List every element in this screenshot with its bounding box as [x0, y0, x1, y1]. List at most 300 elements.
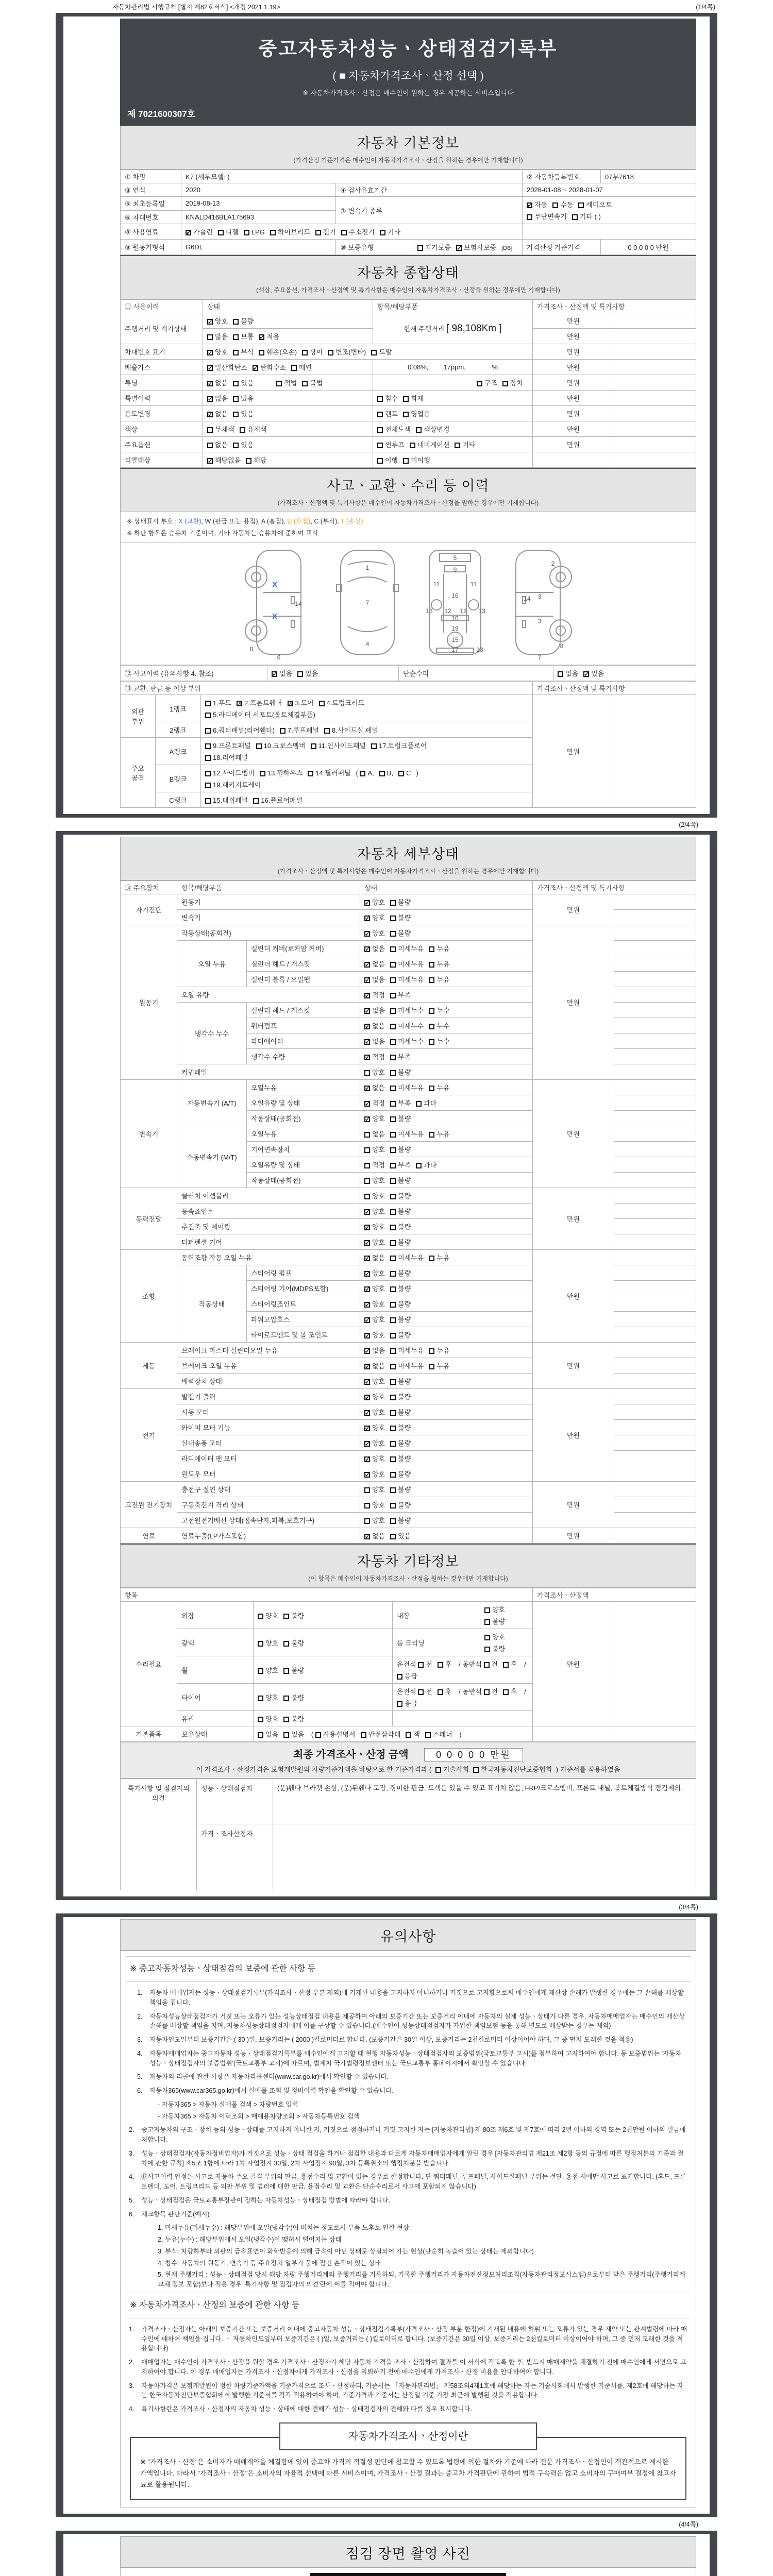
- checkbox[interactable]: [302, 350, 308, 355]
- checkbox[interactable]: [291, 365, 297, 371]
- checkbox-option: [288, 698, 314, 707]
- checkbox[interactable]: [364, 1333, 370, 1338]
- state-options: [360, 1173, 533, 1188]
- checkbox[interactable]: [572, 214, 578, 220]
- checkbox[interactable]: [205, 728, 211, 734]
- checkbox[interactable]: [390, 1240, 396, 1246]
- checkbox[interactable]: [364, 1240, 370, 1246]
- checkbox-option: [256, 740, 306, 750]
- checkbox[interactable]: [259, 334, 264, 340]
- checkbox-option: [364, 1005, 385, 1015]
- checkbox[interactable]: [429, 1086, 434, 1091]
- checkbox[interactable]: [377, 443, 383, 448]
- checkbox[interactable]: [390, 1024, 396, 1029]
- checkbox[interactable]: [390, 1194, 396, 1199]
- checkbox[interactable]: [258, 1614, 263, 1619]
- diagram-panel-number: 16: [451, 592, 459, 599]
- checkbox[interactable]: [527, 214, 532, 220]
- checkbox[interactable]: [390, 1039, 396, 1045]
- checkbox[interactable]: [364, 1487, 370, 1493]
- notice-body: [120, 1951, 696, 2507]
- checkbox[interactable]: [364, 962, 370, 968]
- checkbox-label: 적정: [372, 1099, 385, 1107]
- checkbox-label: 전: [426, 1688, 432, 1696]
- checkbox[interactable]: [364, 1441, 370, 1447]
- checkbox[interactable]: [390, 931, 396, 937]
- checkbox[interactable]: [364, 1116, 370, 1122]
- checkbox[interactable]: [390, 993, 396, 998]
- checkbox[interactable]: [416, 427, 422, 433]
- checkbox-option: [417, 242, 451, 252]
- checkbox[interactable]: [484, 1662, 490, 1668]
- checkbox[interactable]: [429, 1039, 434, 1045]
- item-label: 오일누유: [247, 1080, 360, 1095]
- checkbox-label: 양호: [372, 899, 385, 906]
- notice-section2-title: ※ 자동차가격조사ㆍ산정의 보증에 관한 사항 등: [126, 2293, 691, 2318]
- checkbox[interactable]: [390, 1256, 396, 1261]
- checkbox-option: [361, 1729, 401, 1739]
- checkbox[interactable]: [364, 1163, 370, 1168]
- checkbox[interactable]: [390, 1534, 396, 1539]
- checkbox[interactable]: [341, 230, 347, 235]
- checkbox[interactable]: [417, 245, 423, 251]
- checkbox[interactable]: [403, 412, 409, 417]
- checkbox[interactable]: [429, 977, 434, 983]
- checkbox[interactable]: [390, 1503, 396, 1509]
- tuning-note: [614, 375, 696, 391]
- checkbox-option: [477, 378, 497, 387]
- checkbox-label: 6.쿼터패널(리어휀다): [213, 726, 275, 734]
- checkbox-label: 자동: [534, 201, 548, 209]
- checkbox[interactable]: [455, 443, 460, 448]
- checkbox[interactable]: [484, 1689, 490, 1695]
- checkbox[interactable]: [390, 1178, 396, 1184]
- checkbox[interactable]: [233, 319, 239, 325]
- checkbox-label: 누유: [436, 1362, 450, 1370]
- checkbox[interactable]: [390, 1116, 396, 1122]
- checkbox[interactable]: [364, 1101, 370, 1107]
- checkbox[interactable]: [311, 743, 316, 749]
- rankC-label: C랭크: [156, 792, 201, 808]
- checkbox[interactable]: [258, 1732, 263, 1738]
- note-cell: [614, 1497, 696, 1513]
- checkbox[interactable]: [390, 962, 396, 968]
- checkbox[interactable]: [258, 1668, 263, 1674]
- checkbox[interactable]: [319, 701, 325, 706]
- checkbox[interactable]: [502, 381, 508, 386]
- checkbox[interactable]: [425, 1732, 431, 1738]
- checkbox-label: 화재: [411, 395, 424, 402]
- checkbox[interactable]: [397, 1674, 402, 1680]
- checkbox-label: 미세누유: [398, 976, 424, 984]
- checkbox-label: 14.필러패널: [315, 769, 351, 777]
- checkbox-option: [484, 1659, 498, 1669]
- checkbox[interactable]: [429, 946, 434, 952]
- checkbox[interactable]: [205, 743, 211, 749]
- note-item: [129, 2404, 687, 2414]
- checkbox-label: 불량: [398, 899, 411, 906]
- checkbox[interactable]: [276, 381, 282, 386]
- checkbox[interactable]: [390, 1426, 396, 1431]
- checkbox-option: [380, 227, 400, 236]
- checkbox[interactable]: [258, 1717, 263, 1722]
- price-cell: 만원: [533, 925, 614, 1080]
- checkbox[interactable]: [364, 1024, 370, 1029]
- checkbox[interactable]: [390, 900, 396, 906]
- checkbox[interactable]: [207, 319, 213, 325]
- option-text: /: [522, 1660, 526, 1668]
- checkbox[interactable]: [364, 1518, 370, 1524]
- checkbox[interactable]: [280, 728, 285, 734]
- checkbox-option: [240, 424, 267, 434]
- checkbox[interactable]: [260, 771, 265, 776]
- checkbox-option: [364, 912, 385, 922]
- checkbox[interactable]: [390, 1008, 396, 1014]
- checkbox[interactable]: [218, 230, 224, 235]
- checkbox-label: 있음: [398, 1532, 411, 1540]
- checkbox[interactable]: [558, 671, 563, 677]
- checkbox[interactable]: [371, 743, 377, 749]
- checkbox-label: 누유: [436, 1084, 450, 1092]
- checkbox[interactable]: [207, 381, 213, 386]
- checkbox[interactable]: [205, 798, 211, 804]
- checkbox-option: [283, 1729, 304, 1739]
- checkbox[interactable]: [233, 396, 239, 402]
- law-reference-line: [0, 0, 773, 13]
- checkbox-option: [308, 768, 350, 777]
- checkbox-option: [207, 424, 234, 434]
- checkbox[interactable]: [207, 427, 213, 433]
- checkbox[interactable]: [406, 1732, 411, 1738]
- checkbox[interactable]: [308, 771, 313, 776]
- checkbox[interactable]: [456, 245, 462, 251]
- checkbox-label: 있음: [241, 410, 254, 418]
- fuel-label: ⑧ 사용연료: [121, 224, 181, 240]
- checkbox[interactable]: [527, 202, 532, 208]
- checkbox[interactable]: [207, 412, 213, 417]
- checkbox[interactable]: [244, 230, 249, 235]
- checkbox-label: 불량: [398, 1069, 411, 1076]
- checkbox[interactable]: [583, 671, 589, 677]
- checkbox[interactable]: [429, 1348, 434, 1354]
- checkbox[interactable]: [390, 1286, 396, 1292]
- checkbox-option: [324, 725, 378, 735]
- checkbox[interactable]: [371, 350, 377, 355]
- checkbox-label: 8.사이드실 패널: [332, 726, 378, 734]
- checkbox[interactable]: [364, 1086, 370, 1091]
- checkbox-option: [283, 1714, 304, 1723]
- checkbox[interactable]: [253, 798, 259, 804]
- checkbox[interactable]: [377, 396, 383, 402]
- checkbox[interactable]: [364, 900, 370, 906]
- checkbox[interactable]: [297, 671, 303, 677]
- checkbox[interactable]: [377, 427, 383, 433]
- checkbox-label: 수동: [560, 201, 574, 209]
- checkbox[interactable]: [207, 443, 213, 448]
- state-options: [360, 1482, 533, 1497]
- checkbox[interactable]: [390, 1317, 396, 1323]
- state-options: [360, 1219, 533, 1234]
- checkbox[interactable]: [360, 771, 365, 776]
- checkbox-label: 양호: [372, 1409, 385, 1416]
- inspection-photo-frame: [120, 2568, 696, 2576]
- checkbox[interactable]: [205, 713, 211, 718]
- checkbox[interactable]: [429, 1132, 434, 1138]
- checkbox[interactable]: [246, 458, 251, 464]
- color-price: 만원: [533, 421, 614, 437]
- item-label: 고전원전기배선 상태(접속단자,피복,보호기구): [177, 1513, 360, 1528]
- checkbox-label: 불량: [398, 1316, 411, 1324]
- checkbox[interactable]: [418, 1689, 424, 1695]
- checkbox[interactable]: [484, 1647, 490, 1652]
- checkbox[interactable]: [233, 350, 239, 355]
- checkbox[interactable]: [328, 350, 333, 355]
- checkbox[interactable]: [390, 1472, 396, 1478]
- checkbox[interactable]: [398, 771, 404, 776]
- checkbox[interactable]: [390, 916, 396, 921]
- checkbox[interactable]: [364, 1364, 370, 1369]
- checkbox[interactable]: [435, 1767, 441, 1773]
- checkbox-option: [429, 1345, 449, 1355]
- checkbox[interactable]: [364, 1194, 370, 1199]
- checkbox-label: 훼손(오손): [266, 348, 297, 356]
- checkbox[interactable]: [283, 1717, 289, 1722]
- note-item: [129, 2049, 687, 2069]
- checkbox[interactable]: [283, 1732, 289, 1738]
- checkbox[interactable]: [418, 1662, 424, 1668]
- checkbox[interactable]: [377, 412, 383, 417]
- checkbox[interactable]: [364, 993, 370, 998]
- checkbox-option: [438, 1659, 452, 1669]
- checkbox-label: 불량: [398, 1378, 411, 1385]
- checkbox[interactable]: [258, 1696, 263, 1701]
- checkbox[interactable]: [390, 1132, 396, 1138]
- checkbox[interactable]: [205, 783, 211, 788]
- checkbox[interactable]: [397, 1701, 402, 1707]
- checkbox[interactable]: [390, 946, 396, 952]
- checkbox[interactable]: [205, 755, 211, 761]
- checkbox[interactable]: [390, 1410, 396, 1416]
- checkbox[interactable]: [364, 1055, 370, 1060]
- checkbox[interactable]: [207, 350, 213, 355]
- checkbox[interactable]: [258, 1641, 263, 1647]
- checkbox[interactable]: [364, 1209, 370, 1215]
- checkbox[interactable]: [390, 977, 396, 983]
- checkbox[interactable]: [552, 202, 558, 208]
- checkbox[interactable]: [503, 1689, 509, 1695]
- item-label: 오일누유: [247, 1126, 360, 1142]
- checkbox[interactable]: [390, 1441, 396, 1447]
- checkbox[interactable]: [283, 1614, 289, 1619]
- color-label: 색상: [121, 421, 203, 437]
- checkbox[interactable]: [379, 771, 385, 776]
- checkbox[interactable]: [207, 458, 213, 464]
- checkbox[interactable]: [364, 1426, 370, 1431]
- checkbox[interactable]: [377, 458, 383, 464]
- checkbox[interactable]: [429, 962, 434, 968]
- checkbox[interactable]: [390, 1348, 396, 1354]
- checkbox-option: [364, 1129, 385, 1139]
- checkbox[interactable]: [438, 1689, 443, 1695]
- checkbox[interactable]: [410, 443, 415, 448]
- state-options: [360, 1389, 533, 1404]
- checkbox[interactable]: [364, 1317, 370, 1323]
- checkbox[interactable]: [361, 1732, 366, 1738]
- notice-title: 유의사항: [380, 1929, 436, 1944]
- checkbox[interactable]: [270, 230, 276, 235]
- checkbox[interactable]: [429, 1364, 434, 1369]
- checkbox[interactable]: [288, 701, 293, 706]
- warranty-suffix: [DB]: [501, 245, 513, 251]
- checkbox[interactable]: [364, 1379, 370, 1385]
- form-page-4: [56, 2531, 717, 2576]
- checkbox[interactable]: [390, 1070, 396, 1076]
- simple-repair-label: 단순수리: [399, 666, 553, 681]
- checkbox[interactable]: [429, 1024, 434, 1029]
- checkbox-label: A,: [367, 769, 374, 777]
- checkbox[interactable]: [390, 1147, 396, 1153]
- checkbox[interactable]: [390, 1364, 396, 1369]
- comprehensive-title: 자동차 종합상태: [357, 265, 460, 281]
- option-text: ) 기준서를 적용하였음: [554, 1766, 620, 1773]
- checkbox[interactable]: [364, 1039, 370, 1045]
- checkbox[interactable]: [390, 1225, 396, 1230]
- checkbox[interactable]: [205, 701, 211, 706]
- checkbox[interactable]: [364, 1132, 370, 1138]
- checkbox[interactable]: [364, 946, 370, 952]
- checkbox[interactable]: [253, 365, 258, 371]
- checkbox[interactable]: [390, 1333, 396, 1338]
- note-sub-item: 3. 부식: 차량하부와 외판의 금속표면이 화학반응에 의해 금속이 아닌 상태로 상실되어 가는 현상(단순히 녹슬어 있는 상태는 제외합니다): [158, 2247, 534, 2255]
- checkbox[interactable]: [315, 1732, 321, 1738]
- checkbox[interactable]: [364, 1302, 370, 1308]
- checkbox[interactable]: [416, 1101, 422, 1107]
- checkbox-option: [364, 1113, 385, 1123]
- checkbox-option: [390, 1361, 424, 1370]
- checkbox[interactable]: [484, 1619, 490, 1625]
- checkbox[interactable]: [364, 1534, 370, 1539]
- checkbox[interactable]: [283, 1668, 289, 1674]
- checkbox-label: 색상변경: [424, 426, 450, 433]
- checkbox-label: 전기: [323, 228, 336, 236]
- checkbox[interactable]: [259, 350, 264, 355]
- checkbox-option: [258, 1611, 278, 1620]
- state-options: [360, 1281, 533, 1296]
- note-cell: [614, 1157, 696, 1173]
- checkbox[interactable]: [477, 381, 482, 386]
- checkbox[interactable]: [390, 1163, 396, 1168]
- checkbox[interactable]: [364, 1286, 370, 1292]
- checkbox[interactable]: [473, 1767, 479, 1773]
- checkbox[interactable]: [364, 1070, 370, 1076]
- checkbox[interactable]: [240, 427, 245, 433]
- checkbox[interactable]: [364, 1256, 370, 1261]
- checkbox[interactable]: [390, 1086, 396, 1091]
- checkbox-label: 있음: [241, 379, 254, 387]
- checkbox[interactable]: [364, 1348, 370, 1354]
- checkbox[interactable]: [233, 334, 239, 340]
- checkbox[interactable]: [233, 443, 239, 448]
- checkbox[interactable]: [416, 1163, 422, 1168]
- checkbox[interactable]: [364, 1395, 370, 1400]
- checkbox[interactable]: [207, 365, 213, 371]
- checkbox[interactable]: [364, 916, 370, 921]
- checkbox[interactable]: [578, 202, 584, 208]
- checkbox[interactable]: [283, 1696, 289, 1701]
- checkbox[interactable]: [429, 1256, 434, 1261]
- checkbox[interactable]: [403, 396, 409, 402]
- checkbox[interactable]: [390, 1518, 396, 1524]
- checkbox[interactable]: [390, 1271, 396, 1277]
- checkbox[interactable]: [403, 458, 409, 464]
- checkbox-option: [207, 455, 241, 465]
- checkbox[interactable]: [390, 1055, 396, 1060]
- checkbox[interactable]: [205, 771, 211, 776]
- checkbox[interactable]: [364, 977, 370, 983]
- checkbox[interactable]: [315, 230, 321, 235]
- checkbox[interactable]: [256, 743, 262, 749]
- checkbox[interactable]: [390, 1101, 396, 1107]
- checkbox[interactable]: [302, 381, 308, 386]
- checkbox[interactable]: [364, 1008, 370, 1014]
- document-title-note: ※ 자동차가격조사ㆍ산정은 매수인이 원하는 경우 제공하는 서비스입니다: [303, 89, 514, 97]
- checkbox[interactable]: [390, 1379, 396, 1385]
- checkbox[interactable]: [364, 1456, 370, 1462]
- checkbox[interactable]: [380, 230, 385, 235]
- checkbox[interactable]: [390, 1209, 396, 1215]
- checkbox[interactable]: [429, 1008, 434, 1014]
- checkbox[interactable]: [484, 1635, 490, 1640]
- note-cell: [614, 1250, 696, 1265]
- device-group: 제동: [121, 1343, 177, 1389]
- checkbox[interactable]: [364, 1225, 370, 1230]
- checkbox[interactable]: [364, 931, 370, 937]
- checkbox[interactable]: [503, 1662, 509, 1668]
- note-cell: [614, 1404, 696, 1420]
- checkbox[interactable]: [390, 1487, 396, 1493]
- checkbox[interactable]: [438, 1662, 443, 1668]
- checkbox[interactable]: [233, 412, 239, 417]
- checkbox[interactable]: [390, 1395, 396, 1400]
- checkbox[interactable]: [364, 1271, 370, 1277]
- checkbox[interactable]: [484, 1607, 490, 1613]
- checkbox-label: 불량: [398, 1331, 411, 1339]
- checkbox-option: [207, 393, 228, 403]
- checkbox-label: 불량: [398, 1115, 411, 1123]
- checkbox[interactable]: [324, 728, 330, 734]
- checkbox[interactable]: [272, 671, 277, 677]
- checkbox-label: 가솔린: [193, 228, 213, 236]
- checkbox-option: [246, 455, 266, 465]
- checkbox[interactable]: [390, 1456, 396, 1462]
- checkbox[interactable]: [186, 230, 191, 235]
- item-label: 실린더 헤드 / 개스킷: [247, 956, 360, 972]
- checkbox[interactable]: [390, 1302, 396, 1308]
- checkbox[interactable]: [364, 1472, 370, 1478]
- device-group: 자기진단: [121, 894, 177, 925]
- checkbox[interactable]: [283, 1641, 289, 1647]
- checkbox[interactable]: [364, 1410, 370, 1416]
- checkbox-option: [390, 1484, 411, 1494]
- item-label: 발전기 출력: [177, 1389, 360, 1404]
- checkbox[interactable]: [237, 701, 242, 706]
- checkbox[interactable]: [233, 381, 239, 386]
- checkbox[interactable]: [364, 1147, 370, 1153]
- checkbox[interactable]: [207, 334, 213, 340]
- checkbox[interactable]: [207, 396, 213, 402]
- checkbox[interactable]: [364, 1503, 370, 1509]
- checkbox[interactable]: [364, 1178, 370, 1184]
